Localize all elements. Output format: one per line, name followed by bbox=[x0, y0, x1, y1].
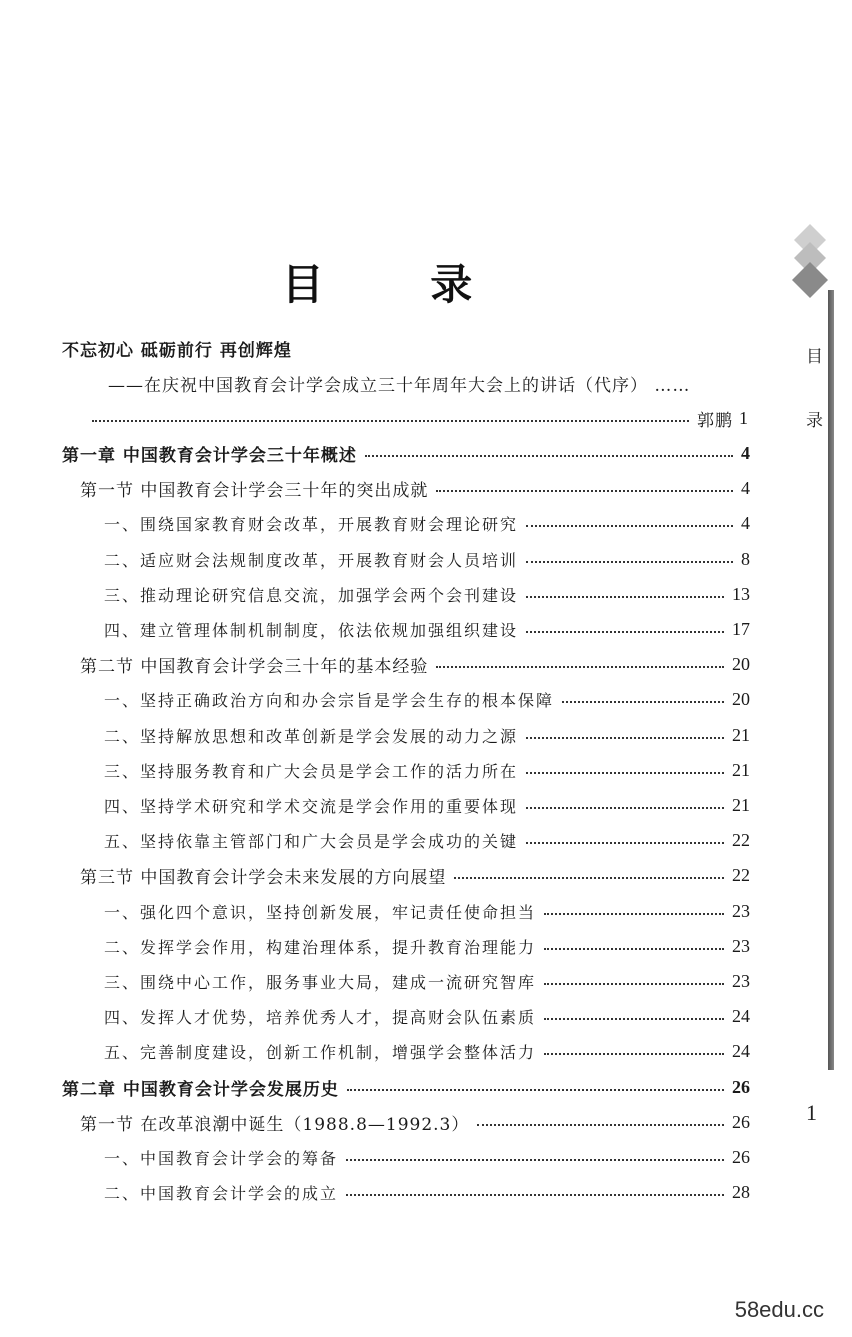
toc-entry-section[interactable] bbox=[80, 1108, 750, 1136]
toc-entry-title: 四、发挥人才优势，培养优秀人才，提高财会队伍素质 bbox=[104, 1007, 537, 1027]
toc-entry-item[interactable] bbox=[104, 1037, 750, 1065]
dot-leader bbox=[544, 1018, 724, 1020]
toc-entry-item[interactable] bbox=[104, 545, 750, 573]
toc-entry-item[interactable] bbox=[104, 967, 750, 995]
toc-entry-page: 26 bbox=[732, 1111, 750, 1132]
toc-entry-title: 第三节 中国教育会计学会未来发展的方向展望 bbox=[80, 867, 447, 888]
toc-entry-title: 二、适应财会法规制度改革，开展教育财会人员培训 bbox=[104, 550, 519, 570]
toc-entry-section[interactable] bbox=[80, 861, 750, 889]
preface-subtitle[interactable]: ——在庆祝中国教育会计学会成立三十年周年大会上的讲话（代序） …… bbox=[108, 375, 691, 396]
toc-entry-title: 一、坚持正确政治方向和办会宗旨是学会生存的根本保障 bbox=[104, 690, 555, 710]
toc-entry-title: 二、坚持解放思想和改革创新是学会发展的动力之源 bbox=[104, 726, 519, 746]
watermark: 58edu.cc bbox=[734, 1297, 824, 1322]
toc-entry-page: 8 bbox=[741, 548, 750, 569]
dot-leader bbox=[346, 1194, 724, 1196]
toc-entry-page: 23 bbox=[732, 970, 750, 991]
dot-leader bbox=[436, 666, 724, 668]
dot-leader bbox=[347, 1089, 724, 1091]
toc-entry-title: 第二节 中国教育会计学会三十年的基本经验 bbox=[80, 656, 429, 677]
toc-entry-page: 24 bbox=[732, 1005, 750, 1026]
toc-entry-item[interactable] bbox=[104, 791, 750, 819]
dot-leader bbox=[526, 525, 733, 527]
page-title: 目 录 bbox=[281, 260, 519, 309]
toc-entry-section[interactable] bbox=[80, 474, 750, 502]
dot-leader bbox=[477, 1124, 724, 1126]
toc-entry-title: 四、坚持学术研究和学术交流是学会作用的重要体现 bbox=[104, 796, 519, 816]
toc-entry-page: 21 bbox=[732, 724, 750, 745]
dot-leader bbox=[562, 701, 724, 703]
toc-entry-page: 21 bbox=[732, 759, 750, 780]
toc-entry-chapter[interactable] bbox=[62, 1073, 750, 1101]
side-tab-char-1: 目 bbox=[806, 347, 823, 367]
dot-leader bbox=[436, 490, 733, 492]
toc-entry-title: 第一节 在改革浪潮中诞生（1988.8—1992.3） bbox=[80, 1114, 470, 1135]
dot-leader bbox=[526, 807, 724, 809]
dot-leader bbox=[526, 561, 733, 563]
toc-entry-page: 13 bbox=[732, 583, 750, 604]
toc-entry-item[interactable] bbox=[104, 1178, 750, 1206]
toc-entry-page: 23 bbox=[732, 900, 750, 921]
toc-entry-page: 17 bbox=[732, 618, 750, 639]
toc-entry-item[interactable] bbox=[104, 1002, 750, 1030]
toc-entry-title: 一、强化四个意识，坚持创新发展，牢记责任使命担当 bbox=[104, 902, 537, 922]
toc-entry-page: 26 bbox=[732, 1146, 750, 1167]
preface-title[interactable]: 不忘初心 砥砺前行 再创辉煌 bbox=[62, 340, 292, 361]
toc-entry-page: 4 bbox=[741, 512, 750, 533]
toc-entry-item[interactable] bbox=[104, 897, 750, 925]
toc-entry-title: 五、坚持依靠主管部门和广大会员是学会成功的关键 bbox=[104, 831, 519, 851]
toc-entry-title: 二、发挥学会作用，构建治理体系，提升教育治理能力 bbox=[104, 937, 537, 957]
dot-leader bbox=[544, 913, 724, 915]
toc-entry-page: 20 bbox=[732, 688, 750, 709]
dot-leader bbox=[544, 948, 724, 950]
toc-entry-section[interactable] bbox=[80, 650, 750, 678]
toc-entry-title: 第一节 中国教育会计学会三十年的突出成就 bbox=[80, 480, 429, 501]
toc-entry-item[interactable] bbox=[104, 509, 750, 537]
dot-leader bbox=[365, 455, 733, 457]
toc-entry-item[interactable] bbox=[104, 721, 750, 749]
toc-entry-item[interactable] bbox=[104, 756, 750, 784]
dot-leader bbox=[544, 983, 724, 985]
side-tab-bar bbox=[828, 290, 834, 1070]
toc-entry-page: 4 bbox=[741, 477, 750, 498]
toc-entry-page: 22 bbox=[732, 864, 750, 885]
toc-entry-title: 第二章 中国教育会计学会发展历史 bbox=[62, 1079, 339, 1100]
toc-entry-page: 23 bbox=[732, 935, 750, 956]
dot-leader bbox=[526, 772, 724, 774]
toc-entry-page: 22 bbox=[732, 829, 750, 850]
dot-leader bbox=[346, 1159, 724, 1161]
toc-entry-title: 四、建立管理体制机制制度，依法依规加强组织建设 bbox=[104, 620, 519, 640]
dot-leader bbox=[544, 1053, 724, 1055]
toc-entry-page: 26 bbox=[732, 1076, 750, 1097]
toc-entry-title: 三、坚持服务教育和广大会员是学会工作的活力所在 bbox=[104, 761, 519, 781]
dot-leader bbox=[526, 631, 724, 633]
toc-entry-title: 一、围绕国家教育财会改革，开展教育财会理论研究 bbox=[104, 514, 519, 534]
toc-entry-item[interactable] bbox=[104, 580, 750, 608]
toc-entry-title: 三、围绕中心工作，服务事业大局，建成一流研究智库 bbox=[104, 972, 537, 992]
page-number: 1 bbox=[806, 1100, 817, 1125]
toc-entry-title: 第一章 中国教育会计学会三十年概述 bbox=[62, 445, 357, 466]
toc-entry-item[interactable] bbox=[104, 685, 750, 713]
toc-entry-page: 21 bbox=[732, 794, 750, 815]
preface-page: 1 bbox=[739, 407, 748, 428]
toc-entry-title: 一、中国教育会计学会的筹备 bbox=[104, 1148, 339, 1168]
toc-entry-title: 三、推动理论研究信息交流，加强学会两个会刊建设 bbox=[104, 585, 519, 605]
dot-leader bbox=[526, 737, 724, 739]
toc-entry-item[interactable] bbox=[104, 615, 750, 643]
toc-entry-page: 20 bbox=[732, 653, 750, 674]
toc-entry-item[interactable] bbox=[104, 932, 750, 960]
toc-entry-page: 4 bbox=[741, 442, 750, 463]
dot-leader bbox=[526, 596, 724, 598]
dot-leader bbox=[526, 842, 724, 844]
toc-entry-chapter[interactable] bbox=[62, 439, 750, 467]
toc-entry-item[interactable] bbox=[104, 1143, 750, 1171]
toc-entry-page: 24 bbox=[732, 1040, 750, 1061]
toc-entry-title: 二、中国教育会计学会的成立 bbox=[104, 1183, 339, 1203]
dot-leader bbox=[92, 420, 689, 422]
side-tab-char-2: 录 bbox=[806, 411, 823, 431]
toc-entry-item[interactable] bbox=[104, 826, 750, 854]
preface-author: 郭鹏 bbox=[697, 410, 733, 431]
toc-entry-page: 28 bbox=[732, 1181, 750, 1202]
toc-entry-title: 五、完善制度建设，创新工作机制，增强学会整体活力 bbox=[104, 1042, 537, 1062]
dot-leader bbox=[454, 877, 724, 879]
preface-author-line[interactable] bbox=[92, 404, 748, 432]
